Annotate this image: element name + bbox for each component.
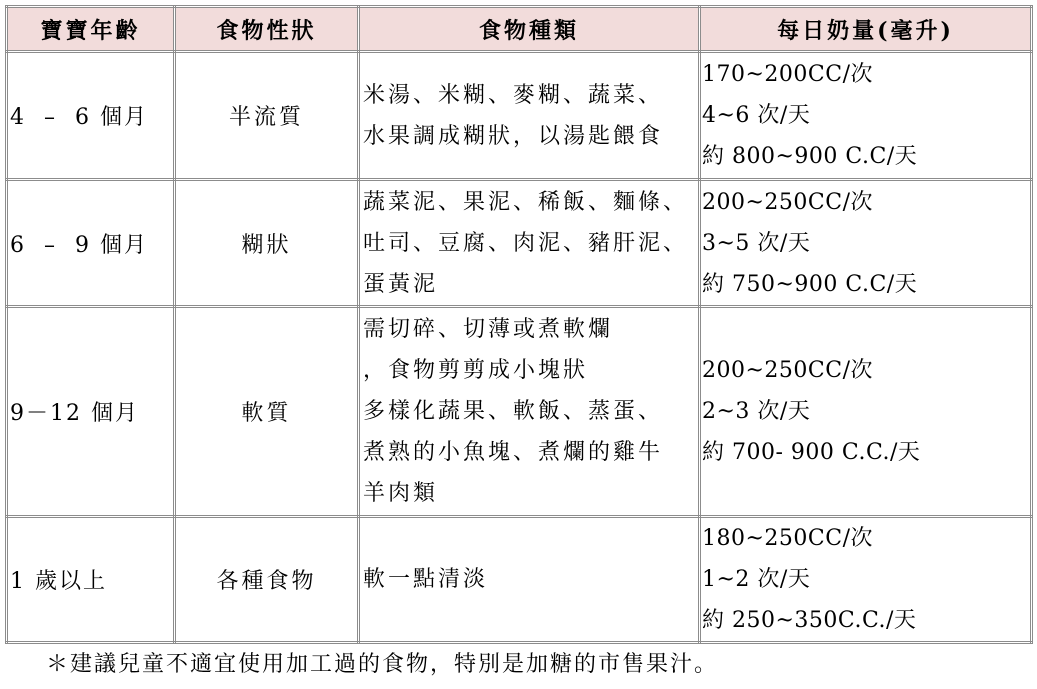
milk-line: 3~5 次/天 — [702, 230, 811, 256]
age-cell: 4 – 6 個月 — [7, 52, 175, 180]
foods-line: 蔬菜泥、果泥、稀飯、麵條、 — [363, 189, 689, 215]
foods-line: 蛋黃泥 — [363, 271, 439, 297]
header-cell-texture: 食物性狀 — [175, 7, 359, 52]
table-row — [7, 52, 1032, 180]
milk-line: 200~250CC/次 — [702, 358, 873, 383]
milk-cell — [700, 52, 1032, 180]
foods-line: 水果調成糊狀，以湯匙餵食 — [363, 123, 664, 149]
milk-line: 約 800~900 C.C/天 — [702, 144, 918, 169]
table-row — [7, 517, 1032, 643]
age-cell: 9－12 個月 — [7, 307, 175, 517]
age-cell: 1 歲以上 — [7, 517, 175, 643]
feeding-table — [5, 5, 1033, 644]
header-cell-age: 寶寶年齡 — [7, 7, 175, 52]
foods-line: ，食物剪剪成小塊狀 — [363, 358, 589, 383]
foods-line: 羊肉類 — [363, 481, 439, 506]
foods-line: 吐司、豆腐、肉泥、豬肝泥、 — [363, 230, 689, 256]
milk-line: 200~250CC/次 — [702, 189, 873, 215]
header-cell-foods: 食物種類 — [359, 7, 700, 52]
foods-cell — [359, 52, 700, 180]
foods-line: 需切碎、切薄或煮軟爛 — [363, 317, 614, 342]
texture-cell: 各種食物 — [175, 517, 359, 643]
milk-line: 約 250~350C.C./天 — [702, 608, 917, 633]
foods-cell — [359, 180, 700, 307]
texture-cell: 糊狀 — [175, 180, 359, 307]
foods-cell — [359, 517, 700, 643]
header-cell-milk: 每日奶量(毫升) — [700, 7, 1032, 52]
milk-line: 2~3 次/天 — [702, 399, 811, 424]
foods-line: 煮熟的小魚塊、煮爛的雞牛 — [363, 440, 664, 465]
milk-line: 約 750~900 C.C/天 — [702, 271, 918, 297]
milk-line: 180~250CC/次 — [702, 526, 873, 551]
texture-cell: 半流質 — [175, 52, 359, 180]
age-cell: 6 – 9 個月 — [7, 180, 175, 307]
milk-line: 4~6 次/天 — [702, 103, 811, 128]
foods-line: 軟一點清淡 — [363, 567, 489, 592]
table-row — [7, 180, 1032, 307]
header-row — [7, 7, 1032, 52]
foods-line: 米湯、米糊、麥糊、蔬菜、 — [363, 82, 664, 108]
footnote: ＊建議兒童不適宜使用加工過的食物，特別是加糖的市售果汁。 — [46, 652, 719, 677]
milk-line: 170~200CC/次 — [702, 62, 873, 87]
foods-cell — [359, 307, 700, 517]
foods-line: 多樣化蔬果、軟飯、蒸蛋、 — [363, 399, 664, 424]
milk-cell — [700, 180, 1032, 307]
milk-line: 約 700- 900 C.C./天 — [702, 440, 921, 465]
milk-cell — [700, 307, 1032, 517]
table-row — [7, 307, 1032, 517]
milk-line: 1~2 次/天 — [702, 567, 811, 592]
milk-cell — [700, 517, 1032, 643]
texture-cell: 軟質 — [175, 307, 359, 517]
